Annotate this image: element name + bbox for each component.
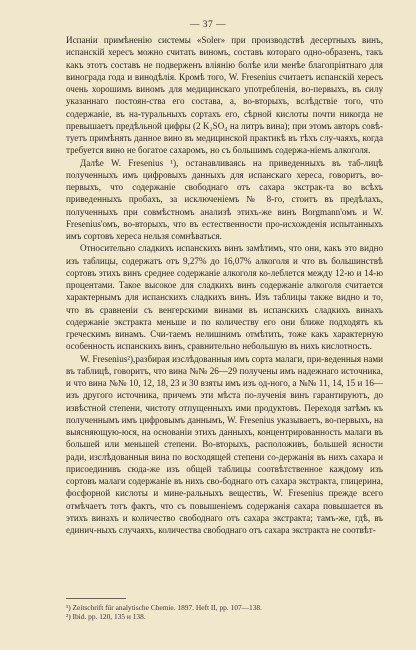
- footnote-1: ¹) Zeitschrift für analytische Chemie. 1897. Heft II, pp. 107—138.: [66, 603, 262, 612]
- page-number: — 37 —: [189, 20, 227, 30]
- paragraph-4-text: W. Fresenius²),разбирая изслѣдованныя имъ сорта малаги, при-веденныя нами въ таблицѣ, говоритъ, что вина №№ 26—29 получены имъ надежнаго источника, и что вина №№ 10, 12, 18, 23 и 30 взяты имъ изъ од-ного, а №№ 11, 14, 15 и 16—изъ другого источника, причемъ эти мѣста по-лученiя винъ гарантируютъ, до извѣстной степени, чистоту отпущенныхъ ими продуктовъ. Переходя затѣмъ къ полученнымъ имъ цифровымъ даннымъ, W. Fresenius указываетъ, во-первыхъ, на выясняющую-юся, на основанiи этихъ данныхъ, концентрированность малаги въ большей или меньшей степени. Во-вторыхъ, расположивъ, большей ясности ради, изслѣдованныя вина по восходящей степени со-держанiя въ нихъ сахара и присоединивъ сюда-же изъ общей таблицы соотвѣтственное каждому изъ сортовъ малаги содержанiе въ нихъ сво-боднаго отъ сахара экстракта, глицерина, фосфорной кислоты и мине-ральныхъ веществъ, W. Fresenius прежде всего отмѣчаетъ тотъ фактъ, что съ повышенiемъ содержанiя сахара повышается въ этихъ винахъ и количество свободнаго отъ сахара экстракта; тамъ-же, гдѣ, въ единич-ныхъ случаяхъ, количества свободнаго отъ сахара экстракта не соотвѣт-: [66, 353, 383, 535]
- paragraph-3: [66, 242, 383, 352]
- footnote-2: ²) Ibid. pp. 120, 135 и 138.: [66, 612, 146, 621]
- paragraph-4: [66, 353, 383, 537]
- paragraph-3-text: Относительно сладкихъ испанскихъ винъ замѣтимъ, что они, какъ это видно изъ таблицы, содержатъ отъ 9,27% до 16,07% алкоголя и что въ большинствѣ сортовъ этихъ винъ среднее содержанiе алкоголя ко-леблется между 12-ю и 14-ю процентами. Такое высокое для сладкихъ винъ содержанiе алкоголя считается характернымъ для испанскихъ сладкихъ винъ. Изъ таблицы также видно и то, что въ сравненiи съ венгерскими винами въ испанскихъ сладкихъ винахъ содержанiе экстракта меньше и по количеству его они ближе подходятъ къ греческимъ винамъ. Счи-таемъ нелишнимъ отмѣтить, тоже какъ характерную особенность испанскихъ винъ, сравнительно небольшую въ нихъ кислотность.: [66, 243, 383, 352]
- paragraph-2: [66, 157, 383, 243]
- body-text: [66, 34, 383, 536]
- footnote-divider: [66, 598, 126, 599]
- paragraph-2-text: Далѣе W. Fresenius ¹), останавливаясь на приведенныхъ въ таб-лицѣ полученныхъ имъ цифровыхъ данныхъ для испанскаго хереса, говоритъ, во-первыхъ, что содержанiе свободнаго отъ сахара экстрак-та во всѣхъ приведенныхъ пробахъ, за исключенiемъ № 8-го, стоитъ въ предѣлахъ, полученныхъ при совмѣстномъ анализѣ этихъ-же винъ Borgmann'омъ и W. Fresenius'омъ, во-вторыхъ, что въ естественности про-исхожденiя испытанныхъ имъ сортовъ хереса нельзя сомнѣваться.: [66, 157, 383, 241]
- paragraph-1: Испанiи примѣненiю системы «Soler» при производствѣ десертныхъ винъ, испанскiй хересъ можно считать виномъ, составъ котораго одно-образенъ, такъ какъ этотъ составъ не подверженъ влiянiю болѣе или менѣе благопрiятнаго для винограда года и винодѣлiя. Кромѣ того, W. Fresenius считаетъ испанскiй хересъ очень хорошимъ виномъ для медицинскаго употребленiя, во-первыхъ, въ силу указаннаго постоян-ства его состава, а, во-вторыхъ, вслѣдствiе того, что содержанiе, въ на-туральныхъ сортахъ его, сѣрной кислоты почти никогда не превышаетъ предѣльной цифры (2 K₂SO₄ на литръ вина); при этомъ авторъ совѣ-туетъ примѣнять данное вино въ медицинской практикѣ въ тѣхъ слу-чаяхъ, когда требуется вино не богатое сахаромъ, но съ большимъ содержа-нiемъ алкоголя.: [66, 35, 383, 156]
